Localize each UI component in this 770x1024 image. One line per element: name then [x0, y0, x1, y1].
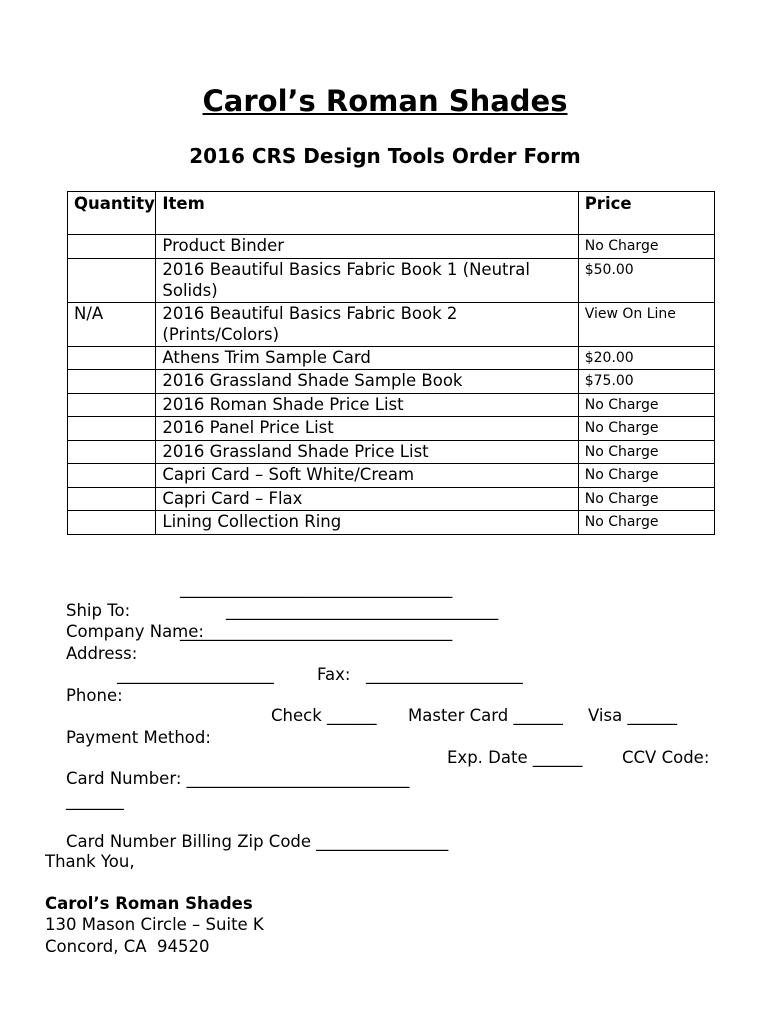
thank-you-text: Thank You, — [45, 852, 135, 871]
item-cell: Capri Card – Soft White/Cream — [156, 464, 578, 488]
item-header: Item — [156, 192, 578, 235]
order-table — [67, 191, 715, 535]
price-cell: No Charge — [578, 487, 714, 511]
item-cell: Capri Card – Flax — [156, 487, 578, 511]
ccv-row — [45, 768, 735, 810]
price-cell: No Charge — [578, 464, 714, 488]
price-header: Price — [578, 192, 714, 235]
address-row — [45, 621, 735, 663]
price-cell: No Charge — [578, 235, 714, 259]
table-row — [68, 417, 715, 441]
quantity-cell[interactable] — [68, 393, 156, 417]
table-header-row — [68, 192, 715, 235]
fax-label: Fax: — [317, 664, 351, 684]
page-title: Carol’s Roman Shades — [202, 84, 568, 118]
quantity-cell[interactable] — [68, 258, 156, 302]
company-row — [45, 600, 735, 641]
item-cell: 2016 Panel Price List — [156, 417, 578, 441]
price-cell: No Charge — [578, 440, 714, 464]
quantity-cell[interactable] — [68, 370, 156, 394]
company-name: Carol’s Roman Shades — [45, 893, 253, 913]
item-cell: 2016 Grassland Shade Sample Book — [156, 370, 578, 394]
form-subtitle: 2016 CRS Design Tools Order Form — [189, 144, 581, 168]
item-cell: Lining Collection Ring — [156, 511, 578, 535]
card-number-field[interactable]: Card Number: ___________________________ — [65, 769, 410, 788]
ship-to-label: Ship To: — [65, 600, 131, 620]
exp-date-field[interactable]: Exp. Date ______ — [447, 747, 583, 767]
address-label: Address: — [65, 643, 138, 663]
company-name-field[interactable]: _________________________________ — [226, 600, 499, 620]
item-cell: 2016 Grassland Shade Price List — [156, 440, 578, 464]
table-row — [68, 370, 715, 394]
phone-fax-row — [45, 664, 735, 705]
price-cell: No Charge — [578, 511, 714, 535]
payment-method-label: Payment Method: — [65, 727, 211, 747]
order-details-form — [45, 578, 735, 957]
item-cell: 2016 Roman Shade Price List — [156, 393, 578, 417]
price-cell: View On Line — [578, 302, 714, 346]
quantity-cell[interactable] — [68, 511, 156, 535]
signature-company — [45, 893, 735, 915]
table-row — [68, 346, 715, 370]
table-row — [68, 487, 715, 511]
table-row — [68, 440, 715, 464]
card-number-row — [45, 747, 735, 788]
quantity-cell[interactable] — [68, 235, 156, 259]
ccv-code-field[interactable]: _______ — [65, 790, 124, 810]
price-cell: $50.00 — [578, 258, 714, 302]
visa-option[interactable]: Visa ______ — [588, 706, 677, 725]
address-line-2: Concord, CA 94520 — [45, 936, 210, 956]
price-cell: No Charge — [578, 393, 714, 417]
table-row — [68, 464, 715, 488]
address-line-1: 130 Mason Circle – Suite K — [45, 915, 264, 934]
quantity-cell[interactable] — [68, 487, 156, 511]
check-option[interactable]: Check ______ — [271, 706, 377, 725]
price-cell: $20.00 — [578, 346, 714, 370]
quantity-cell[interactable] — [68, 440, 156, 464]
table-row — [68, 235, 715, 259]
table-row — [68, 302, 715, 346]
quantity-cell[interactable]: N/A — [68, 302, 156, 346]
table-row — [68, 393, 715, 417]
mastercard-option[interactable]: Master Card ______ — [408, 706, 563, 725]
quantity-cell[interactable] — [68, 417, 156, 441]
phone-field[interactable]: ___________________ — [117, 664, 274, 684]
item-cell: 2016 Beautiful Basics Fabric Book 1 (Neutral Solids) — [156, 258, 578, 302]
price-cell: $75.00 — [578, 370, 714, 394]
table-row — [68, 258, 715, 302]
table-row — [68, 511, 715, 535]
fax-field[interactable]: ___________________ — [366, 664, 523, 684]
price-cell: No Charge — [578, 417, 714, 441]
item-cell: Product Binder — [156, 235, 578, 259]
billing-zip-field[interactable]: Card Number Billing Zip Code ________________ — [65, 832, 449, 851]
item-cell: Athens Trim Sample Card — [156, 346, 578, 370]
ship-to-row — [45, 578, 735, 620]
quantity-cell[interactable] — [68, 464, 156, 488]
item-cell: 2016 Beautiful Basics Fabric Book 2 (Prints/Colors) — [156, 302, 578, 346]
address-field[interactable]: _________________________________ — [180, 622, 453, 641]
ccv-code-label: CCV Code: — [622, 747, 710, 767]
company-name-label: Company Name: — [65, 622, 204, 641]
ship-to-field[interactable]: _________________________________ — [180, 579, 453, 598]
quantity-cell[interactable] — [68, 346, 156, 370]
zip-row — [45, 810, 735, 851]
payment-row — [45, 705, 735, 747]
phone-label: Phone: — [65, 686, 123, 705]
quantity-header: Quantity — [68, 192, 156, 235]
